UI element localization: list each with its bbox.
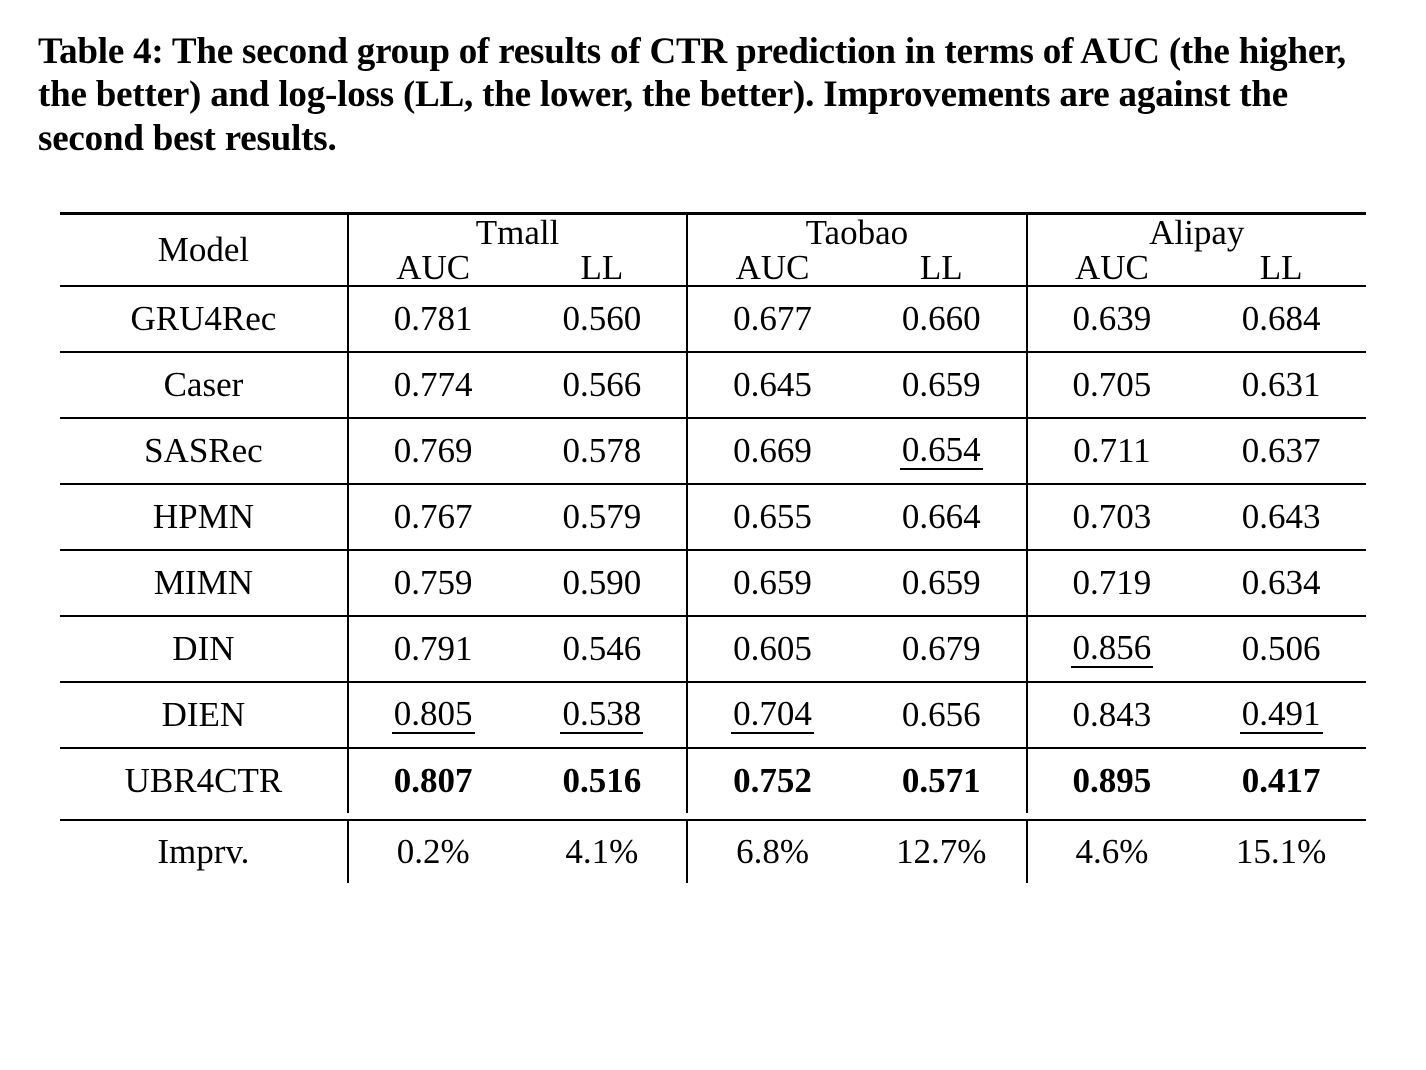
header-taobao-ll: LL (857, 250, 1027, 286)
double-rule-spacer (60, 813, 1366, 820)
header-group-tmall: Tmall (348, 213, 687, 250)
row-label-mimn: MIMN (60, 550, 348, 616)
table-body (60, 286, 1366, 883)
cell-mimn-taobao-ll: 0.659 (857, 550, 1027, 616)
cell-dien-alipay-ll: 0.491 (1196, 682, 1366, 748)
cell-caser-taobao-ll: 0.659 (857, 352, 1027, 418)
cell-mimn-tmall-ll: 0.590 (518, 550, 688, 616)
cell-ubr4ctr-taobao-ll: 0.571 (857, 748, 1027, 813)
cell-hpmn-alipay-auc: 0.703 (1027, 484, 1197, 550)
cell-caser-alipay-ll: 0.631 (1196, 352, 1366, 418)
cell-ubr4ctr-tmall-auc: 0.807 (348, 748, 518, 813)
cell-caser-tmall-ll: 0.566 (518, 352, 688, 418)
cell-sasrec-tmall-ll: 0.578 (518, 418, 688, 484)
cell-dien-alipay-auc: 0.843 (1027, 682, 1197, 748)
cell-hpmn-tmall-ll: 0.579 (518, 484, 688, 550)
cell-imprv-tmall-ll: 4.1% (518, 820, 688, 883)
cell-gru4rec-tmall-ll: 0.560 (518, 286, 688, 352)
cell-gru4rec-taobao-ll: 0.660 (857, 286, 1027, 352)
row-label-ubr4ctr: UBR4CTR (60, 748, 348, 813)
cell-caser-alipay-auc: 0.705 (1027, 352, 1197, 418)
cell-sasrec-taobao-auc: 0.669 (687, 418, 857, 484)
cell-caser-tmall-auc: 0.774 (348, 352, 518, 418)
cell-din-tmall-auc: 0.791 (348, 616, 518, 682)
header-group-taobao: Taobao (687, 213, 1026, 250)
cell-din-taobao-ll: 0.679 (857, 616, 1027, 682)
cell-mimn-taobao-auc: 0.659 (687, 550, 857, 616)
cell-ubr4ctr-alipay-auc: 0.895 (1027, 748, 1197, 813)
results-table (60, 212, 1366, 883)
cell-imprv-alipay-auc: 4.6% (1027, 820, 1197, 883)
table-row (60, 418, 1366, 484)
table-caption: Table 4: The second group of results of CTR prediction in terms of AUC (the higher, the better) and log-loss (LL, the lower, the better). Improvements are against the second best results. (38, 31, 1346, 159)
cell-ubr4ctr-tmall-ll: 0.516 (518, 748, 688, 813)
table-row (60, 682, 1366, 748)
cell-gru4rec-alipay-ll: 0.684 (1196, 286, 1366, 352)
cell-din-taobao-auc: 0.605 (687, 616, 857, 682)
row-label-improvement: Imprv. (60, 820, 348, 883)
cell-imprv-alipay-ll: 15.1% (1196, 820, 1366, 883)
row-label-dien: DIEN (60, 682, 348, 748)
table-row (60, 748, 1366, 813)
cell-imprv-tmall-auc: 0.2% (348, 820, 518, 883)
table-row (60, 484, 1366, 550)
cell-mimn-tmall-auc: 0.759 (348, 550, 518, 616)
cell-mimn-alipay-ll: 0.634 (1196, 550, 1366, 616)
cell-sasrec-tmall-auc: 0.769 (348, 418, 518, 484)
cell-ubr4ctr-taobao-auc: 0.752 (687, 748, 857, 813)
cell-din-tmall-ll: 0.546 (518, 616, 688, 682)
table-row (60, 550, 1366, 616)
cell-hpmn-taobao-auc: 0.655 (687, 484, 857, 550)
table-row (60, 616, 1366, 682)
cell-dien-taobao-ll: 0.656 (857, 682, 1027, 748)
header-model: Model (60, 213, 348, 286)
cell-mimn-alipay-auc: 0.719 (1027, 550, 1197, 616)
header-taobao-auc: AUC (735, 247, 810, 287)
cell-gru4rec-taobao-auc: 0.677 (687, 286, 857, 352)
cell-dien-tmall-ll: 0.538 (518, 682, 688, 748)
header-group-row (60, 213, 1366, 250)
table-row (60, 286, 1366, 352)
row-label-caser: Caser (60, 352, 348, 418)
header-tmall-ll: LL (518, 250, 688, 286)
cell-gru4rec-alipay-auc: 0.639 (1027, 286, 1197, 352)
cell-din-alipay-auc: 0.856 (1027, 616, 1197, 682)
cell-dien-tmall-auc: 0.805 (348, 682, 518, 748)
cell-gru4rec-tmall-auc: 0.781 (348, 286, 518, 352)
cell-hpmn-taobao-ll: 0.664 (857, 484, 1027, 550)
cell-dien-taobao-auc: 0.704 (687, 682, 857, 748)
cell-ubr4ctr-alipay-ll: 0.417 (1196, 748, 1366, 813)
cell-hpmn-alipay-ll: 0.643 (1196, 484, 1366, 550)
table-header (60, 213, 1366, 286)
header-alipay-auc: AUC (1074, 247, 1149, 287)
table-container (34, 212, 1392, 883)
improvement-row (60, 820, 1366, 883)
cell-sasrec-alipay-ll: 0.637 (1196, 418, 1366, 484)
header-alipay-ll: LL (1259, 247, 1303, 287)
cell-caser-taobao-auc: 0.645 (687, 352, 857, 418)
cell-imprv-taobao-ll: 12.7% (857, 820, 1027, 883)
row-label-sasrec: SASRec (60, 418, 348, 484)
header-group-alipay: Alipay (1027, 213, 1366, 250)
cell-din-alipay-ll: 0.506 (1196, 616, 1366, 682)
row-label-hpmn: HPMN (60, 484, 348, 550)
header-tmall-auc: AUC (396, 247, 471, 287)
cell-imprv-taobao-auc: 6.8% (687, 820, 857, 883)
cell-sasrec-taobao-ll: 0.654 (857, 418, 1027, 484)
cell-sasrec-alipay-auc: 0.711 (1027, 418, 1197, 484)
row-label-gru4rec: GRU4Rec (60, 286, 348, 352)
row-label-din: DIN (60, 616, 348, 682)
table-row (60, 352, 1366, 418)
cell-hpmn-tmall-auc: 0.767 (348, 484, 518, 550)
